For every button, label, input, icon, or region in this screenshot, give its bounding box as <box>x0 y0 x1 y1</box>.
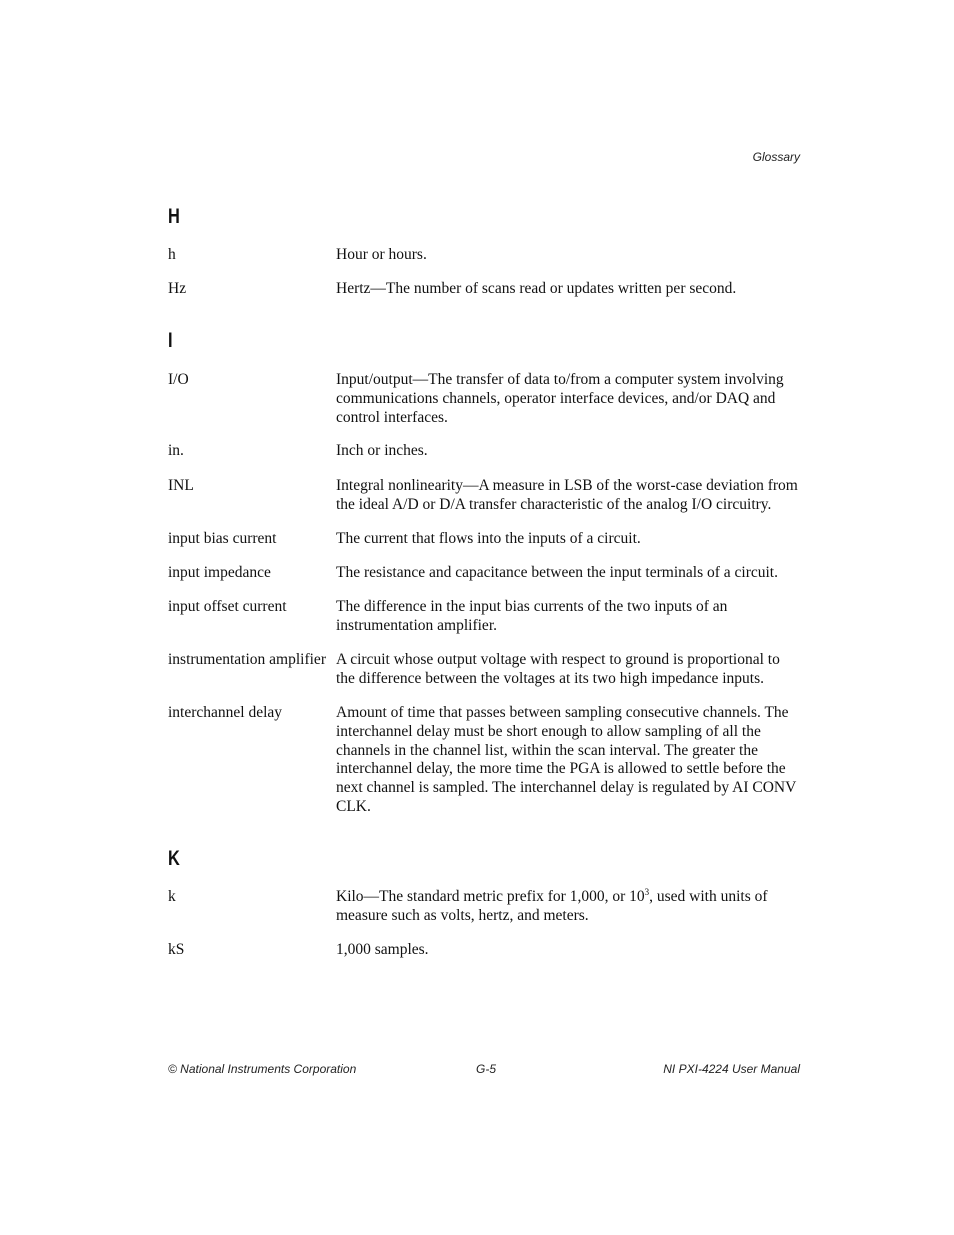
glossary-term: I/O <box>168 371 189 388</box>
section-heading-i: I <box>168 329 173 352</box>
glossary-definition: Integral nonlinearity—A measure in LSB of the worst-case deviation from the ideal A/D or D/A transfer characteristic of the analog I/O circuitry. <box>336 477 798 513</box>
glossary-definition: Input/output—The transfer of data to/from a computer system involving communications channels, operator interface devices, and/or DAQ and control interfaces. <box>336 371 784 426</box>
glossary-definition: The current that flows into the inputs of a circuit. <box>336 530 641 547</box>
glossary-term: input bias current <box>168 530 277 547</box>
glossary-term: h <box>168 246 176 263</box>
glossary-term: instrumentation amplifier <box>168 651 326 668</box>
glossary-term: INL <box>168 477 194 494</box>
glossary-definition: Inch or inches. <box>336 442 428 459</box>
glossary-definition: A circuit whose output voltage with respect to ground is proportional to the difference between the voltages at its two high impedance inputs. <box>336 651 780 687</box>
glossary-definition: The difference in the input bias currents of the two inputs of an instrumentation amplifier. <box>336 598 728 634</box>
footer-manual-title: NI PXI-4224 User Manual <box>663 1062 800 1076</box>
glossary-definition: Hour or hours. <box>336 246 427 263</box>
definition-text: Kilo—The standard metric prefix for 1,000, or 10 <box>336 888 645 905</box>
glossary-definition: The resistance and capacitance between the input terminals of a circuit. <box>336 564 778 581</box>
glossary-term: input impedance <box>168 564 271 581</box>
glossary-term: input offset current <box>168 598 287 615</box>
superscript-exponent: 3 <box>644 887 650 897</box>
glossary-definition <box>336 888 800 926</box>
glossary-definition: Amount of time that passes between sampling consecutive channels. The interchannel delay must be short enough to allow sampling of all the channels in the channel list, within the scan interval. The greater the interchannel delay, the more time the PGA is allowed to settle before the next channel is sampled. The interchannel delay is regulated by AI CONV CLK. <box>336 704 796 815</box>
glossary-term: k <box>168 888 176 905</box>
section-heading-h: H <box>168 205 180 228</box>
section-heading-k: K <box>168 847 180 870</box>
glossary-term: Hz <box>168 280 187 297</box>
page-number: G-5 <box>476 1062 497 1076</box>
glossary-term: interchannel delay <box>168 704 283 721</box>
footer-copyright: © National Instruments Corporation <box>168 1062 357 1076</box>
definition-text: , used with units of measure such as volts, hertz, and meters. <box>336 888 768 924</box>
glossary-definition: 1,000 samples. <box>336 941 429 958</box>
running-header: Glossary <box>752 150 800 164</box>
glossary-definition: Hertz—The number of scans read or updates written per second. <box>336 280 737 297</box>
glossary-term: kS <box>168 941 185 958</box>
glossary-term: in. <box>168 442 184 459</box>
